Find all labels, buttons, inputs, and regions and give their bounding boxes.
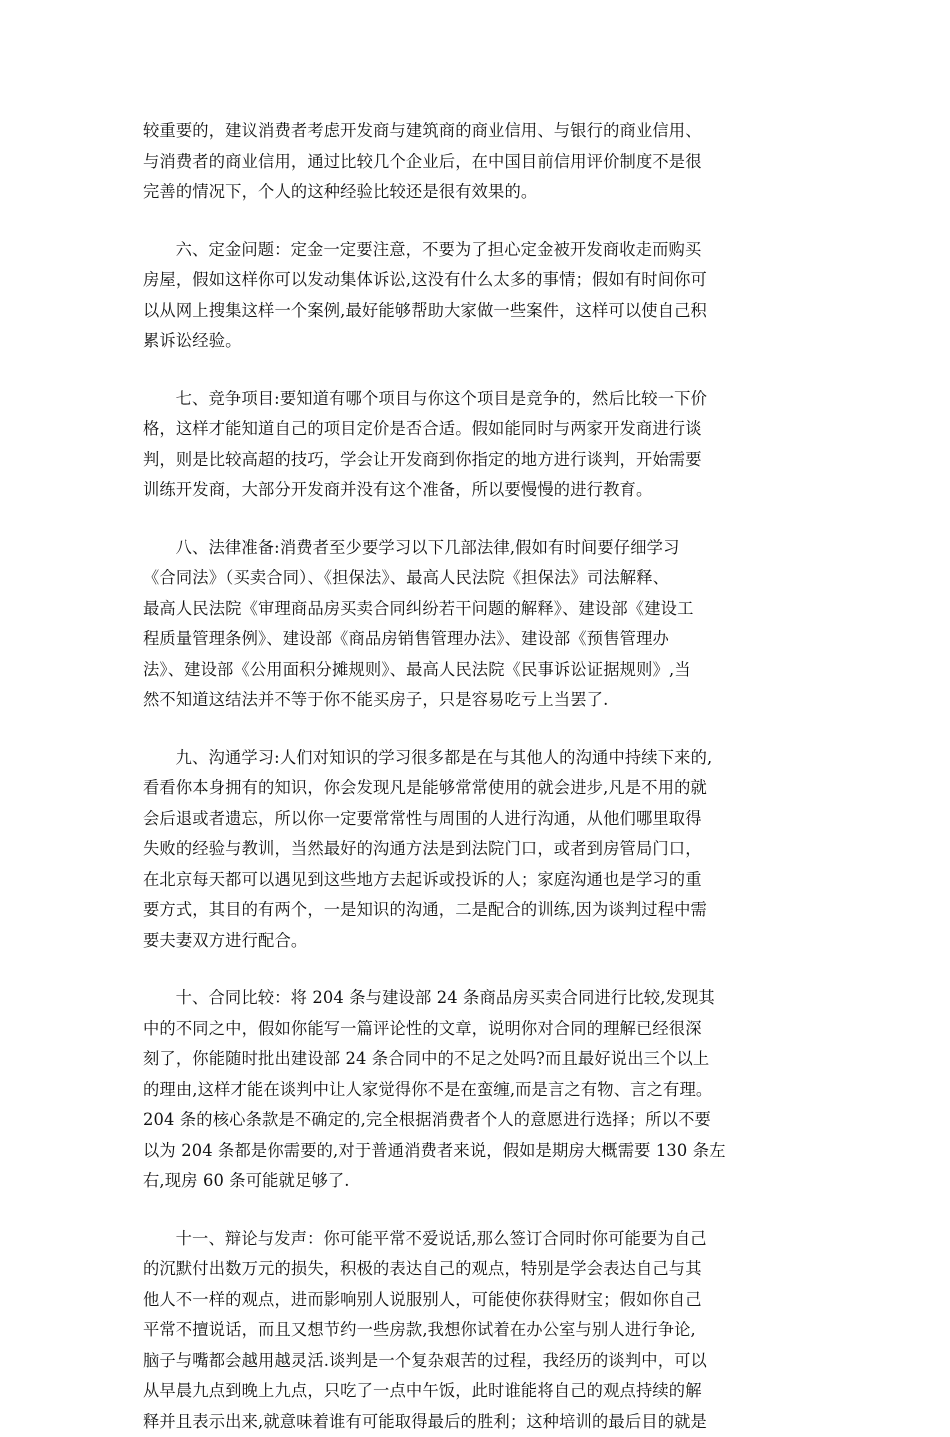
text-line: 中的不同之中，假如你能写一篇评论性的文章，说明你对合同的理解已经很深 (143, 1014, 810, 1045)
text-line: 《合同法》（买卖合同）、《担保法》、最高人民法院《担保法》司法解释、 (143, 563, 810, 594)
text-line: 与消费者的商业信用，通过比较几个企业后，在中国目前信用评价制度不是很 (143, 147, 810, 178)
paragraph-competing-projects (143, 384, 810, 506)
text-line: 格，这样才能知道自己的项目定价是否合适。假如能同时与两家开发商进行谈 (143, 414, 810, 445)
text-line: 的理由,这样才能在谈判中让人家觉得你不是在蛮缠,而是言之有物、言之有理。 (143, 1075, 810, 1106)
text-line: 九、沟通学习:人们对知识的学习很多都是在与其他人的沟通中持续下来的, (143, 743, 810, 774)
text-line: 在北京每天都可以遇见到这些地方去起诉或投诉的人；家庭沟通也是学习的重 (143, 865, 810, 896)
text-line: 十一、辩论与发声：你可能平常不爱说话,那么签订合同时你可能要为自己 (143, 1224, 810, 1255)
text-line: 要夫妻双方进行配合。 (143, 926, 810, 957)
text-line: 的沉默付出数万元的损失，积极的表达自己的观点，特别是学会表达自己与其 (143, 1254, 810, 1285)
text-line: 判，则是比较高超的技巧，学会让开发商到你指定的地方进行谈判，开始需要 (143, 445, 810, 476)
paragraph-contract-comparison (143, 983, 810, 1197)
text-line: 然不知道这结法并不等于你不能买房子，只是容易吃亏上当罢了. (143, 685, 810, 716)
text-line: 完善的情况下，个人的这种经验比较还是很有效果的。 (143, 177, 810, 208)
text-line: 会后退或者遗忘，所以你一定要常常性与周围的人进行沟通，从他们哪里取得 (143, 804, 810, 835)
text-line: 八、法律准备:消费者至少要学习以下几部法律,假如有时间要仔细学习 (143, 533, 810, 564)
text-line: 以为 204 条都是你需要的,对于普通消费者来说，假如是期房大概需要 130 条左 (143, 1136, 810, 1167)
paragraph-communication (143, 743, 810, 957)
text-line: 脑子与嘴都会越用越灵活.谈判是一个复杂艰苦的过程，我经历的谈判中，可以 (143, 1346, 810, 1377)
text-line: 累诉讼经验。 (143, 326, 810, 357)
text-line: 七、竞争项目:要知道有哪个项目与你这个项目是竞争的，然后比较一下价 (143, 384, 810, 415)
text-line: 程质量管理条例》、建设部《商品房销售管理办法》、建设部《预售管理办 (143, 624, 810, 655)
text-line: 法》、建设部《公用面积分摊规则》、最高人民法院《民事诉讼证据规则》,当 (143, 655, 810, 686)
text-line: 房屋，假如这样你可以发动集体诉讼,这没有什么太多的事情；假如有时间你可 (143, 265, 810, 296)
text-line: 刻了，你能随时批出建设部 24 条合同中的不足之处吗?而且最好说出三个以上 (143, 1044, 810, 1075)
text-line: 失败的经验与教训，当然最好的沟通方法是到法院门口，或者到房管局门口， (143, 834, 810, 865)
text-line: 六、定金问题：定金一定要注意，不要为了担心定金被开发商收走而购买 (143, 235, 810, 266)
text-line: 右,现房 60 条可能就足够了. (143, 1166, 810, 1197)
text-line: 较重要的，建议消费者考虑开发商与建筑商的商业信用、与银行的商业信用、 (143, 116, 810, 147)
text-line: 最高人民法院《审理商品房买卖合同纠纷若干问题的解释》、建设部《建设工 (143, 594, 810, 625)
paragraph-legal-preparation (143, 533, 810, 716)
text-line: 要方式，其目的有两个，一是知识的沟通，二是配合的训练,因为谈判过程中需 (143, 895, 810, 926)
text-line: 训练开发商，大部分开发商并没有这个准备，所以要慢慢的进行教育。 (143, 475, 810, 506)
paragraph-deposit (143, 235, 810, 357)
paragraph-debate-and-speaking (143, 1224, 810, 1437)
text-line: 他人不一样的观点，进而影响别人说服别人，可能使你获得财宝；假如你自己 (143, 1285, 810, 1316)
text-line: 释并且表示出来,就意味着谁有可能取得最后的胜利；这种培训的最后目的就是 (143, 1407, 810, 1437)
text-line: 204 条的核心条款是不确定的,完全根据消费者个人的意愿进行选择；所以不要 (143, 1105, 810, 1136)
paragraph-continuation (143, 116, 810, 208)
text-line: 从早晨九点到晚上九点，只吃了一点中午饭，此时谁能将自己的观点持续的解 (143, 1376, 810, 1407)
text-line: 以从网上搜集这样一个案例,最好能够帮助大家做一些案件，这样可以使自己积 (143, 296, 810, 327)
text-line: 看看你本身拥有的知识，你会发现凡是能够常常使用的就会进步,凡是不用的就 (143, 773, 810, 804)
text-line: 平常不擅说话，而且又想节约一些房款,我想你试着在办公室与别人进行争论, (143, 1315, 810, 1346)
text-line: 十、合同比较：将 204 条与建设部 24 条商品房买卖合同进行比较,发现其 (143, 983, 810, 1014)
